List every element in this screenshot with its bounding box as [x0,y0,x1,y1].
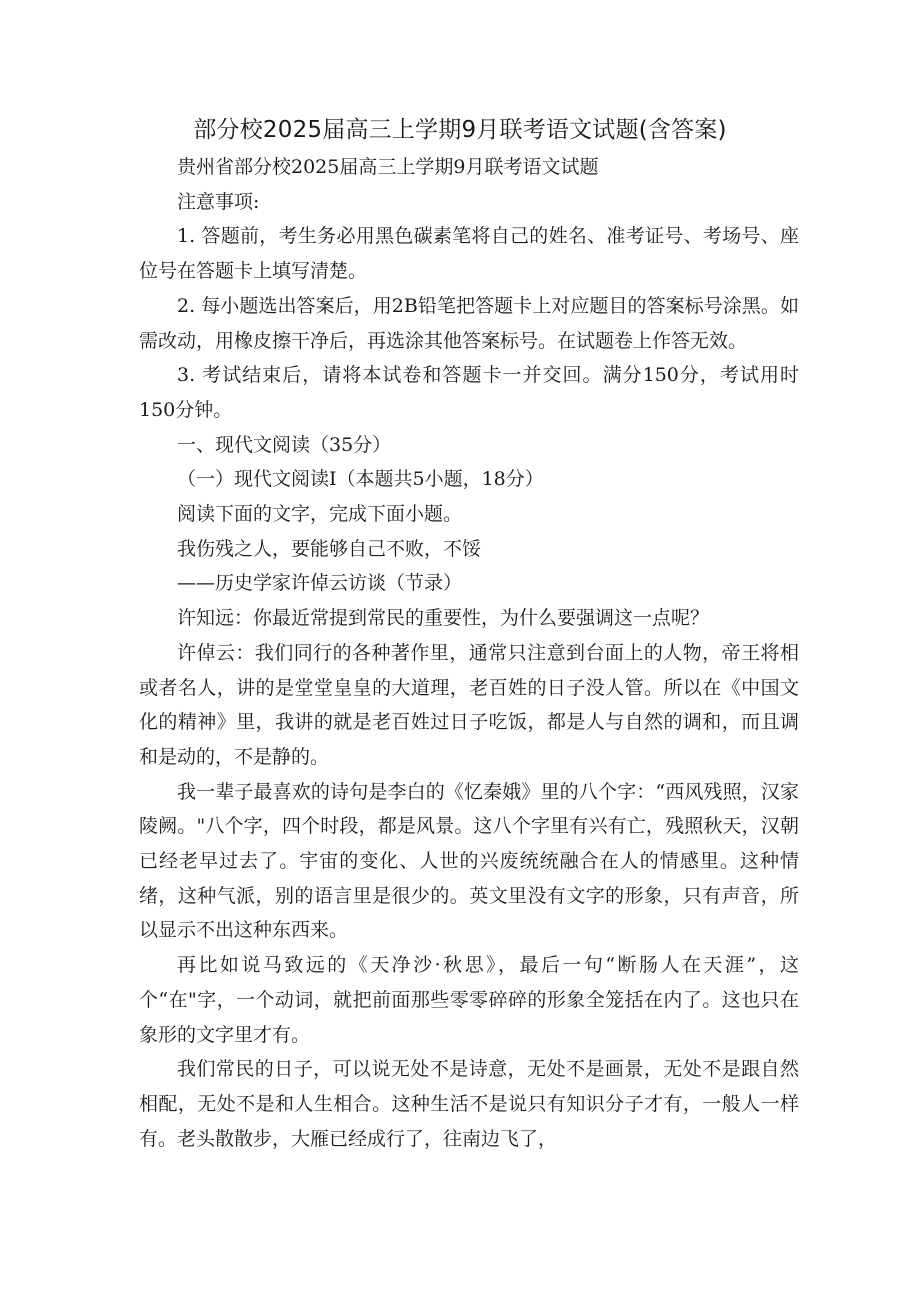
article-paragraph: 我一辈子最喜欢的诗句是李白的《忆秦娥》里的八个字：“西风残照，汉家陵阙。"八个字，四个时段，都是风景。这八个字里有兴有亡，残照秋天，汉朝已经老早过去了。宇宙的变化、人世的兴废统统融合在人的情感里。这种情绪，这种气派，别的语言里是很少的。英文里没有文字的形象，只有声音，所以显示不出这种东西来。 [139,780,799,942]
section-heading: 一、现代文阅读（35分） [177,433,392,456]
paragraph-notice-heading: 注意事项: [177,190,260,213]
paragraph-notice-1: 1. 答题前，考生务必用黑色碳素笔将自己的姓名、准考证号、考场号、座位号在答题卡上填写清楚。 [139,225,799,283]
article-paragraph: 我们常民的日子，可以说无处不是诗意，无处不是画景，无处不是跟自然相配，无处不是和人生相合。这种生活不是说只有知识分子才有，一般人一样有。老头散散步，大雁已经成行了，往南边飞了， [139,1058,799,1150]
paragraph-notice-2: 2. 每小题选出答案后，用2B铅笔把答题卡上对应题目的答案标号涂黑。如需改动，用橡皮擦干净后，再选涂其他答案标号。在试题卷上作答无效。 [139,294,799,352]
article-paragraph: 许倬云：我们同行的各种著作里，通常只注意到台面上的人物，帝王将相或者名人，讲的是堂堂皇皇的大道理，老百姓的日子没人管。所以在《中国文化的精神》里，我讲的就是老百姓过日子吃饭，都是人与自然的调和，而且调和是动的，不是静的。 [139,641,799,768]
article-paragraph: 许知远：你最近常提到常民的重要性，为什么要强调这一点呢？ [177,607,710,630]
paragraph-notice-3: 3. 考试结束后，请将本试卷和答题卡一并交回。满分150分，考试用时150分钟。 [139,364,799,421]
reading-instruction: 阅读下面的文字，完成下面小题。 [177,503,463,526]
article-title: 我伤残之人，要能够自己不败，不馁 [177,537,482,560]
article-subtitle: ——历史学家许倬云访谈（节录） [177,572,463,595]
document-title: 部分校2025届高三上学期9月联考语文试题(含答案) [193,117,727,143]
article-paragraph: 再比如说马致远的《天净沙·秋思》，最后一句“断肠人在天涯”，这个“在"字，一个动词，就把前面那些零零碎碎的形象全笼括在内了。这也只在象形的文字里才有。 [139,954,799,1046]
subsection-heading: （一）现代文阅读Ⅰ（本题共5小题，18分） [177,468,544,491]
document-body [139,150,799,1156]
paragraph-subtitle: 贵州省部分校2025届高三上学期9月联考语文试题 [177,156,599,178]
